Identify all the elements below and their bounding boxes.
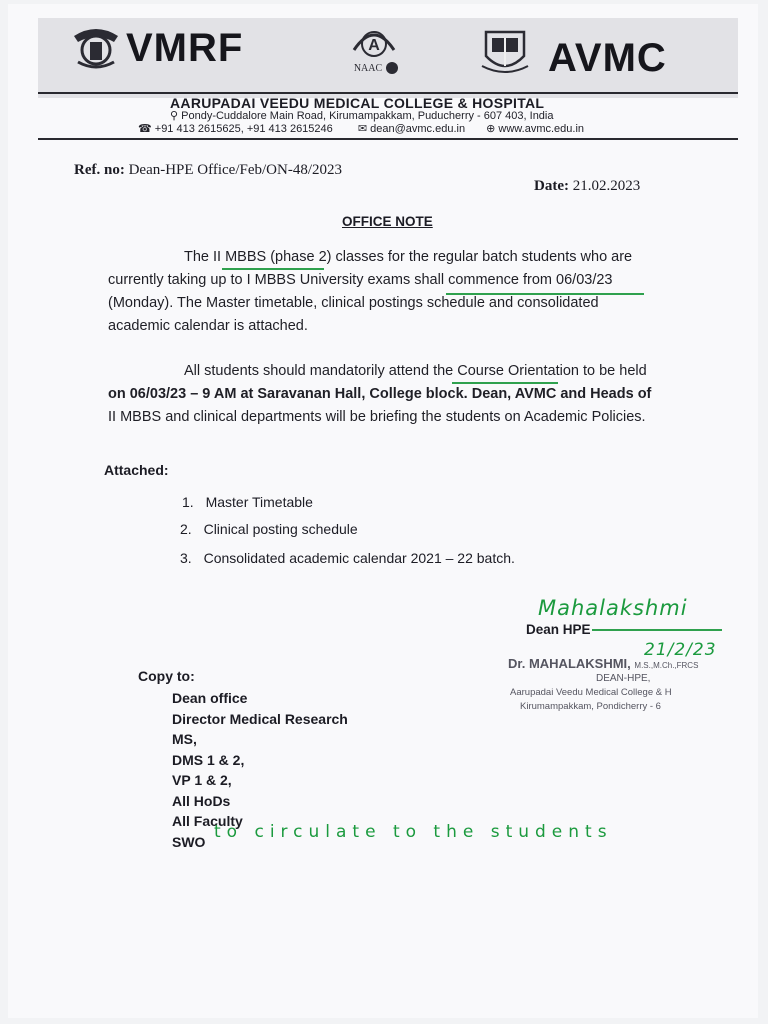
signature-stroke [592, 629, 722, 631]
stamp-name-text: Dr. MAHALAKSHMI, [508, 656, 631, 671]
attachment-item [182, 494, 313, 510]
attachment-number: 1. [182, 494, 194, 510]
para2-line: II MBBS and clinical departments will be briefing the students on Academic Policies. [108, 409, 646, 425]
email-icon: ✉ [357, 123, 371, 135]
attachment-item [180, 521, 358, 537]
copy-recipient: All HoDs [172, 792, 231, 809]
avmc-logo-text: AVMC [548, 36, 667, 80]
header-rule [38, 92, 738, 94]
contact-line [138, 122, 638, 135]
web-icon: ⊕ [486, 123, 499, 135]
copy-recipient: Dean office [172, 690, 248, 706]
handwritten-instruction: to circulate to the students [214, 822, 613, 842]
attachment-text: Consolidated academic calendar 2021 – 22 batch. [203, 550, 515, 566]
ref-label: Ref. no: [74, 162, 125, 178]
email-text: dean@avmc.edu.in [370, 123, 466, 135]
paragraph-1 [108, 246, 648, 338]
location-pin-icon: ⚲ [170, 110, 182, 122]
handwritten-date: 21/2/23 [644, 640, 717, 660]
svg-text:A: A [368, 37, 380, 54]
college-name: AARUPADAI VEEDU MEDICAL COLLEGE & HOSPITAL [170, 95, 545, 111]
date-label: Date: [534, 178, 569, 194]
para1-line: currently taking up to I MBBS University exams shall commence from 06/03/23 [108, 272, 613, 288]
phone-icon: ☎ [138, 123, 155, 135]
para2-line: on 06/03/23 – 9 AM at Saravanan Hall, College block. Dean, AVMC and Heads of [108, 386, 652, 402]
copy-recipient: SWO [172, 833, 206, 850]
document-page [8, 4, 758, 1018]
pen-underline [222, 268, 324, 270]
attachment-number: 2. [180, 521, 192, 537]
copy-to-label: Copy to: [138, 668, 195, 684]
naac-emblem-icon [344, 24, 404, 82]
para1-line: (Monday). The Master timetable, clinical postings schedule and consolidated [108, 295, 599, 311]
date-value: 21.02.2023 [572, 178, 641, 194]
reference-line [74, 162, 342, 179]
stamp-degrees: M.S.,M.Ch.,FRCS [634, 661, 699, 670]
pen-underline [446, 293, 644, 295]
stamp-designation: DEAN-HPE, [596, 673, 651, 684]
vmrf-emblem-icon [68, 22, 124, 72]
website-text: www.avmc.edu.in [498, 123, 585, 135]
pen-underline [452, 382, 558, 384]
copy-recipient: VP 1 & 2, [172, 772, 232, 788]
handwritten-signature: Mahalakshmi [538, 596, 688, 620]
stamp-name [508, 656, 698, 671]
paragraph-2 [108, 360, 668, 429]
phone-text: +91 413 2615625, +91 413 2615246 [154, 123, 333, 135]
copy-recipient: MS, [172, 731, 197, 747]
attached-label: Attached: [104, 462, 169, 478]
header-bottom-rule [38, 138, 738, 140]
signature-title: Dean HPE [526, 622, 591, 637]
attachment-number: 3. [180, 550, 192, 566]
office-note-title: OFFICE NOTE [342, 214, 433, 229]
attachment-text: Clinical posting schedule [203, 521, 358, 537]
address-line [170, 109, 554, 122]
naac-label: NAAC [353, 63, 383, 74]
copy-recipient: Director Medical Research [172, 710, 348, 727]
attachment-text: Master Timetable [205, 494, 313, 510]
copy-recipient: DMS 1 & 2, [172, 751, 245, 768]
copy-recipient: All Faculty [172, 813, 243, 829]
date-line [534, 178, 640, 195]
attachment-item [180, 550, 515, 566]
para2-line: All students should mandatorily attend the Course Orientation to be held [184, 363, 647, 379]
avmc-emblem-icon [478, 26, 532, 80]
ref-value: Dean-HPE Office/Feb/ON-48/2023 [128, 162, 343, 178]
para1-line: academic calendar is attached. [108, 318, 308, 334]
stamp-institution: Aarupadai Veedu Medical College & H [510, 687, 672, 698]
para1-line: The II MBBS (phase 2) classes for the regular batch students who are [184, 249, 633, 265]
stamp-place: Kirumampakkam, Pondicherry - 6 [520, 701, 661, 712]
vmrf-logo-text: VMRF [126, 26, 244, 70]
address-text: Pondy-Cuddalore Main Road, Kirumampakkam, Puducherry - 607 403, India [181, 110, 554, 122]
